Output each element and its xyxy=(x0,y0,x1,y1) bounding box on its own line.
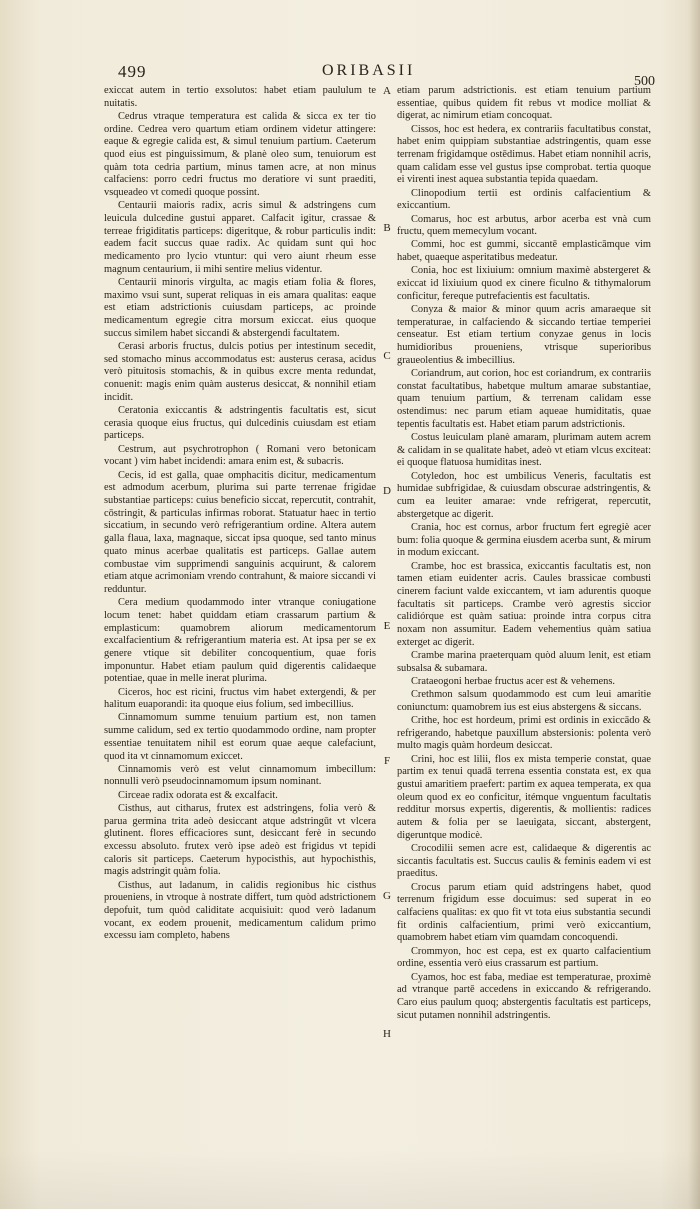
paragraph: Circeae radix odorata est & excalfacit. xyxy=(118,789,278,801)
paragraph: Cinnamomum summe tenuium partium est, non tamen summe calidum, sed ex tertio quodammodo ordine, nam propter essentiae tenuitatem nihil est eorum quae aeque calefaciunt, quod ita vt cinnamomum exiccet. xyxy=(104,712,376,762)
paragraph: Cecis, id est galla, quae omphacitis dicitur, medicamentum est admodum acerbum, plurima sui parte terrenae frigidae substantiae particeps: cuius beneficio siccat, repercutit, contrahit, cōstringit, & particulas infirmas roborat. Statuatur haec in tertio siccatium, in secundo verò refrigerantium ordine. Altera autem galla flaua, laxa, magnaque, siccat ipsa quoque, sed tanto minus quato minus acerbae qualitatis est particeps. Gallae autem combustae vim supprimendi sanguinis acquirunt, & calorem etiam atque acrimoniam vrendo contrahunt, & maiore siccandi vi redduntur. xyxy=(104,469,376,595)
paragraph: Crocus parum etiam quid adstringens habet, quod terrenum frigidum esse docuimus: sed superat in eo calfaciens qualitas: ex quo fit vt tota eius substantia secundi fit ordinis calfacientium, primi verò exiccantium, quamobrem habet etiam vim quamdam concoquendi. xyxy=(397,881,651,944)
running-title: ORIBASII xyxy=(322,62,416,79)
paragraph: Costus leuiculam planè amaram, plurimam autem acrem & calidam in se qualitate habet, adeò vt etiam vlcus exciteat: ei quoque flatuosa humiditas inest. xyxy=(397,431,651,469)
page-header xyxy=(0,0,700,94)
paragraph: Centaurii minoris virgulta, ac magis etiam folia & flores, maximo vsui sunt, superat reliquas in eis amara qualitas: eaque est etiam adstrictionis cuiusdam particeps, ac proinde medicamentum egregie citra morsum exiccat. eius quoque succus similem habet siccandi & abstergendi facultatem. xyxy=(104,277,376,339)
paragraph: Crommyon, hoc est cepa, est ex quarto calfacientium ordine, essentia verò eius crassarum est partium. xyxy=(397,945,651,970)
paragraph: Crania, hoc est cornus, arbor fructum fert egregiè acer bum: folia quoque & germina eiusdem acerba sunt, & mirum in modum exiccant. xyxy=(397,521,651,559)
paragraph: Cestrum, aut psychrotrophon ( Romani vero betonicam vocant ) vim habet incidendi: amara enim est, & subacris. xyxy=(104,443,376,468)
paragraph: Cissos, hoc est hedera, ex contrariis facultatibus constat, habet enim quippiam substantiae adstringentis, quam esse terrenam frigidamque ostēdimus. Habet etiam nonnihil acris, quam calidam esse vel gustus ipse comprobat. tertia quoque ei virenti inest aquea substantia tepida quaedam. xyxy=(397,123,651,186)
paragraph: Crithe, hoc est hordeum, primi est ordinis in exiccādo & refrigerando, habetque pauxillum abstersionis: polenta verò multo magis quàm hordeum desiccat. xyxy=(397,714,651,752)
margin-letter-g: G xyxy=(383,890,391,902)
paragraph: Cerasi arboris fructus, dulcis potius per intestinum secedit, sed stomacho minus accommodatus est: austerus cerasa, acidus verò pituitosis stomachis, & in quibus excre menta redundat, conuenit: magis enim quàm austerus desiccat, & nonnihil etiam incidit. xyxy=(104,341,376,403)
paragraph: Cisthus, aut citharus, frutex est adstringens, folia verò & parua germina trita adeò desiccant atque adstringūt vt vlcera glutinent. flores efficaciores sunt, desiccant ferè in secundo excessu absoluto. frutex verò ipse adeò est frigidus vt tepidi caloris sit particeps. Caeterum hypocisthis, aut hypochisthis, magis adstringit quàm folia. xyxy=(104,802,376,878)
margin-letter-f: F xyxy=(383,755,391,767)
page-number-left: 499 xyxy=(118,62,147,81)
paragraph: Cinnamomis verò est velut cinnamomum imbecillum: nonnulli verò pseudocinnamomum ipsum nominant. xyxy=(104,763,376,788)
paragraph: Conia, hoc est lixiuium: omnium maximè abstergeret & exiccat id lixiuium quod ex cinere ficulno & tithymalorum conficitur, fereque putrefacientis est facultatis. xyxy=(397,265,651,302)
margin-letter-b: B xyxy=(383,222,391,234)
paragraph: Cisthus, aut ladanum, in calidis regionibus hic cisthus proueniens, in vtroque à nostrate differt, tum quòd adstrictionem depofuit, tum quòd caliditate acquisiuit: quod verò ladanum vocant, ex eodem prouenit, medicamentum calidum primo excessu iam completo, habens xyxy=(104,879,376,942)
margin-letter-c: C xyxy=(383,350,391,362)
paragraph: Crethmon salsum quodammodo est cum leui amaritie coniunctum: quamobrem ius est eius abstergens & siccans. xyxy=(397,689,651,713)
margin-letter-a: A xyxy=(383,85,391,97)
paragraph: Conyza & maior & minor quum acris amaraeque sit temperaturae, in calfaciendo & siccando tertiae temperiei censeatur. Est etiam tertium conyzae genus in locis humidioribus proueniens, vtrisque superioribus graueolentius & imbecillius. xyxy=(397,303,651,366)
paragraph: Ciceros, hoc est ricini, fructus vim habet extergendi, & per halitum euaporandi: ita quoque eius folium, sed imbecillius. xyxy=(104,686,376,711)
paragraph: Coriandrum, aut corion, hoc est coriandrum, ex contrariis constat facultatibus, habetque multum amarae substantiae, quam tenuium partium, & terrenam calidam esse ostendimus: nec parum etiam aqueae humiditatis, quae tepentis facultatis est. Habet etiam parum adstrictionis. xyxy=(397,367,651,430)
page-number-right: 500 xyxy=(634,74,655,89)
paragraph: Crocodilii semen acre est, calidaeque & digerentis ac siccantis facultatis est. Succus caulis & feminis eadem vi est praeditus. xyxy=(397,842,651,880)
margin-letter-e: E xyxy=(383,620,391,632)
paragraph: Crataeogoni herbae fructus acer est & vehemens. xyxy=(411,675,615,687)
paragraph: Crambe marina praeterquam quòd aluum lenit, est etiam subsalsa & subamara. xyxy=(397,649,651,674)
margin-letter-d: D xyxy=(383,485,391,497)
paragraph: Cotyledon, hoc est umbilicus Veneris, facultatis est humidae subfrigidae, & cuiusdam obscurae adstringentis, & cum ea leuiter amarae: vnde refrigerat, repercutit, abstergetque ac digerit. xyxy=(397,470,651,520)
paragraph: Ceratonia exiccantis & adstringentis facultatis est, sicut cerasia quoque eius fructus, qui dulcedinis cuiusdam est etiam particeps. xyxy=(104,405,376,442)
paragraph: Commi, hoc est gummi, siccantē emplasticāmque vim habet, quaeque asperitatibus medeatur. xyxy=(397,239,651,264)
paragraph: Cera medium quodammodo inter vtranque coniugatione locum tenet: habet quiddam etiam crassarum partium & emplasticum: quamobrem aliorum medicamentorum excalfacientium & refrigerantium materia est. At ipsa per se ex genere vtique sit debiliter concoquentium, quae foris imponuntur. Habet etiam paulum quid digerentis calidaeque potentiae, quae in melle inerat plurima. xyxy=(104,597,376,685)
paragraph: etiam parum adstrictionis. est etiam tenuium partium essentiae, quibus quidem fit rebus vt modice molliat & digerat, ac nimirum etiam concoquat. xyxy=(397,85,651,122)
paragraph: Clinopodium tertii est ordinis calfacientium & exiccantium. xyxy=(397,187,651,212)
left-column xyxy=(104,85,376,944)
margin-letter-h: H xyxy=(383,1028,391,1040)
paragraph: Cedrus vtraque temperatura est calida & sicca ex ter tio ordine. Cedrea vero quartum etiam ordinem videtur attingere: eaque & egregie calida est, & simul tenuium partium. Caeterum quod eius est pinguissimum, & planè oleo sum, tenuiorum est quàm tota cedria partium, minus tamen acre, at non minus calfaciens: porro cedri fructus mo deratiore vi sunt praediti, vsqueadeo vt comedi quoque possint. xyxy=(104,110,376,199)
paragraph: Crini, hoc est lilii, flos ex mista temperie constat, quae partim ex tenui quadā terrena essentia constata est, ex qua gustui amaritiem praefert: partim ex aquea temperata, ex qua oleum quod ex eo conficitur, itémque vnguentum facultatis redditur morsus expertis, digerentis, & mollientis: radices autem & folia per se laeuigata, siccant, abstergent, digeruntque modicè. xyxy=(397,753,651,841)
bottom-shadow xyxy=(0,1149,700,1209)
paragraph: Cyamos, hoc est faba, mediae est temperaturae, proximè ad vtranque partē accedens in exiccando & refrigerando. Caro eius paulum quoq; abstergentis facultatis est particeps, sicut putamen nonnihil adstringentis. xyxy=(397,971,651,1021)
paragraph: exiccat autem in tertio exsolutos: habet etiam paululum te nuitatis. xyxy=(104,85,376,109)
right-column xyxy=(397,85,651,1023)
paragraph: Crambe, hoc est brassica, exiccantis facultatis est, non tamen etiam euidenter acris. Caules brassicae combusti cinerem faciunt valde exiccantem, vt iam adurentis quoque facultatis sit particeps. Crambe verò agrestis siccior calidiórque est quàm satiua: proinde intra corpus citra noxam non assumitur. Eadem vehementius quàm satiua exterget ac digerit. xyxy=(397,560,651,648)
page-edge-shadow xyxy=(688,0,700,1209)
paragraph: Comarus, hoc est arbutus, arbor acerba est vnà cum fructu, quem memecylum vocant. xyxy=(397,213,651,238)
paragraph: Centaurii maioris radix, acris simul & adstringens cum leuicula dulcedine gustui apparet. Calfacit igitur, crassae & terreae frigiditatis particeps: digeritque, & robur particulis indit: eadem facit succus quae radix. Ac quidam sunt qui hoc medicamento pro lycio vtuntur: qui vero aiunt rheum esse magnum centaurium, ii mihi sentire melius videntur. xyxy=(104,200,376,275)
